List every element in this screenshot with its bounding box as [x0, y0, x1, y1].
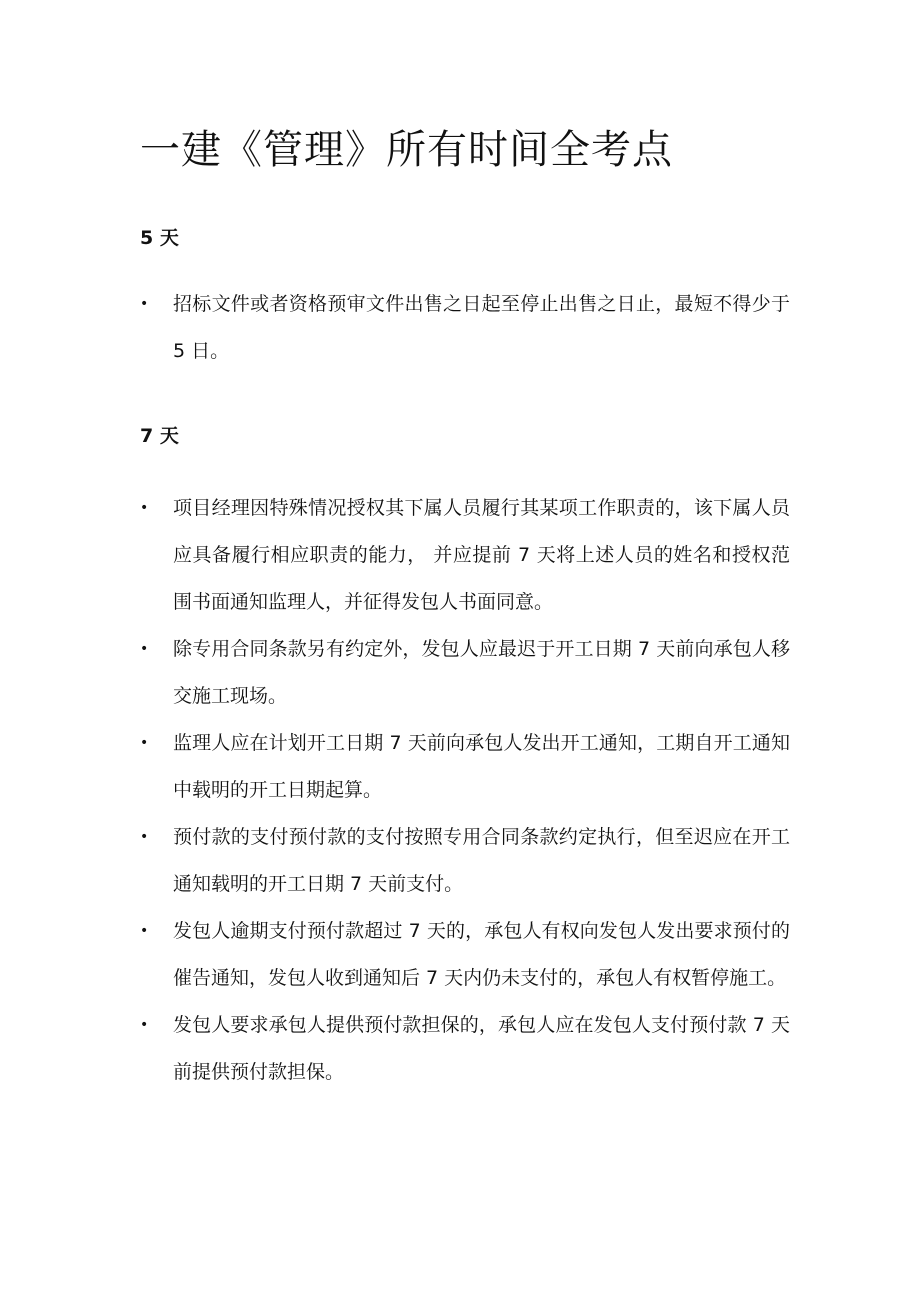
list-item [140, 814, 790, 908]
list-item-text: 预付款的支付预付款的支付按照专用合同条款约定执行，但至迟应在开工通知载明的开工日期 7 天前支付。 [173, 826, 790, 895]
section-7-days [140, 423, 790, 1096]
bullet-icon: • [140, 923, 149, 939]
list-item-text: 除专用合同条款另有约定外，发包人应最迟于开工日期 7 天前向承包人移交施工现场。 [173, 638, 790, 707]
section-7-days-list [140, 485, 790, 1096]
list-item [140, 908, 790, 1002]
bullet-icon: • [140, 641, 149, 657]
bullet-icon: • [140, 500, 149, 516]
list-item [140, 720, 790, 814]
list-item-text: 招标文件或者资格预审文件出售之日起至停止出售之日止，最短不得少于 5 日。 [173, 293, 790, 362]
list-item [140, 626, 790, 720]
list-item-text: 发包人逾期支付预付款超过 7 天的，承包人有权向发包人发出要求预付的催告通知，发包人收到通知后 7 天内仍未支付的，承包人有权暂停施工。 [173, 920, 790, 989]
section-5-days [140, 225, 790, 375]
bullet-icon: • [140, 296, 149, 312]
list-item [140, 1002, 790, 1096]
bullet-icon: • [140, 1017, 149, 1033]
list-item [140, 485, 790, 626]
bullet-icon: • [140, 735, 149, 751]
section-heading-7-days: 7 天 [140, 425, 179, 447]
list-item-text: 发包人要求承包人提供预付款担保的，承包人应在发包人支付预付款 7 天前提供预付款担保。 [173, 1014, 790, 1083]
section-heading-5-days: 5 天 [140, 227, 179, 249]
document-title: 一建《管理》所有时间全考点 [140, 127, 673, 173]
bullet-icon: • [140, 829, 149, 845]
list-item-text: 监理人应在计划开工日期 7 天前向承包人发出开工通知，工期自开工通知中载明的开工日期起算。 [173, 732, 790, 801]
list-item-text: 项目经理因特殊情况授权其下属人员履行其某项工作职责的，该下属人员应具备履行相应职责的能力， 并应提前 7 天将上述人员的姓名和授权范围书面通知监理人，并征得发包人书面同意。 [173, 497, 790, 613]
section-5-days-list [140, 281, 790, 375]
list-item [140, 281, 790, 375]
